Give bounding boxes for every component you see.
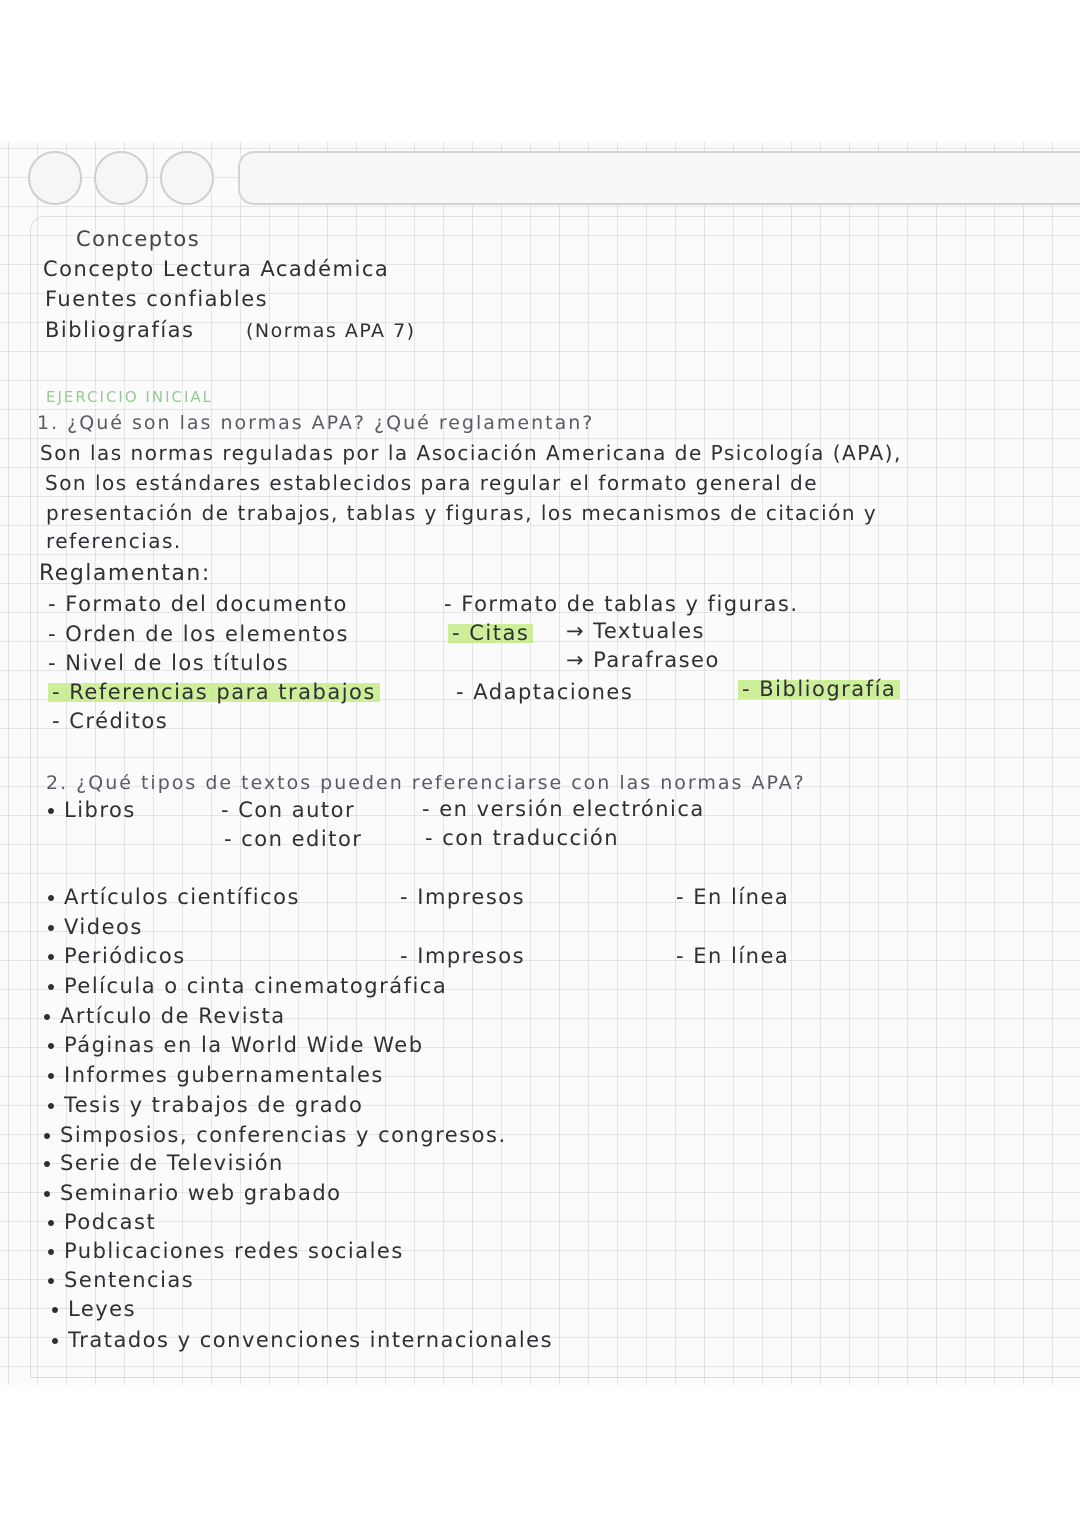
list-item-libros	[48, 797, 136, 823]
highlight: - Referencias para trabajos	[48, 680, 380, 704]
list-item	[44, 1180, 342, 1206]
bullet-icon	[48, 1043, 54, 1049]
list-item	[52, 1296, 136, 1322]
bullet-icon	[48, 954, 54, 960]
regulate-item-highlighted	[738, 676, 900, 702]
periodicos-subitem: - Impresos	[400, 944, 526, 968]
bullet-icon	[48, 984, 54, 990]
libros-subitem: - en versión electrónica	[422, 797, 705, 821]
bullet-icon	[48, 925, 54, 931]
bullet-icon	[48, 1249, 54, 1255]
header-circle-1	[28, 151, 82, 205]
regulate-item: - Créditos	[52, 709, 169, 733]
regulate-item: - Adaptaciones	[456, 680, 634, 704]
libros-subitem: - con traducción	[425, 826, 620, 850]
header-title-bar	[238, 151, 1080, 205]
question-1: 1. ¿Qué son las normas APA? ¿Qué reglamentan?	[37, 412, 595, 434]
exercise-heading: EJERCICIO INICIAL	[46, 388, 214, 406]
articulos-subitem: - Impresos	[400, 885, 526, 909]
list-item-text: Informes gubernamentales	[64, 1063, 384, 1087]
concept-item: Fuentes confiables	[45, 287, 269, 311]
bullet-icon	[44, 1133, 50, 1139]
arrow-right-icon: →	[566, 648, 586, 672]
regulate-item: - Nivel de los títulos	[48, 651, 290, 675]
list-item-text: Artículo de Revista	[60, 1004, 286, 1028]
list-item	[52, 1327, 553, 1353]
regulate-item-highlighted	[48, 679, 380, 705]
list-item	[48, 1238, 404, 1264]
arrow-right-icon: →	[566, 619, 586, 643]
list-item	[48, 1032, 424, 1058]
citas-subitem	[566, 618, 705, 644]
highlight: - Bibliografía	[738, 677, 900, 701]
articulos-label: Artículos científicos	[64, 885, 300, 909]
bullet-icon	[48, 1220, 54, 1226]
list-item-text: Podcast	[64, 1210, 157, 1234]
list-item-text: Serie de Televisión	[60, 1151, 284, 1175]
bullet-icon	[48, 808, 54, 814]
list-item	[48, 1209, 156, 1235]
articulos-subitem: - En línea	[676, 885, 790, 909]
list-item	[48, 1062, 384, 1088]
bullet-icon	[48, 1278, 54, 1284]
libros-subitem: - con editor	[224, 827, 363, 851]
list-item	[48, 1092, 363, 1118]
libros-label: Libros	[64, 798, 136, 822]
concept-item: Bibliografías	[45, 318, 195, 342]
list-item-text: Película o cinta cinematográfica	[64, 974, 448, 998]
answer-1-line: Son los estándares establecidos para regular el formato general de	[45, 471, 819, 495]
citas-subitem	[566, 647, 720, 673]
list-item-articulos	[48, 884, 300, 910]
list-item-periodicos	[48, 943, 186, 969]
bullet-icon	[48, 1073, 54, 1079]
bullet-icon	[48, 895, 54, 901]
answer-1-line: presentación de trabajos, tablas y figuras, los mecanismos de citación y	[46, 501, 878, 525]
answer-1-line: Son las normas reguladas por la Asociación Americana de Psicología (APA),	[40, 441, 902, 465]
list-item-text: Simposios, conferencias y congresos.	[60, 1123, 507, 1147]
list-item	[44, 1122, 507, 1148]
list-item-text: Páginas en la World Wide Web	[64, 1033, 424, 1057]
list-item	[44, 1150, 284, 1176]
bullet-icon	[52, 1307, 58, 1313]
concepts-title: Conceptos	[76, 227, 201, 251]
question-2: 2. ¿Qué tipos de textos pueden referenciarse con las normas APA?	[46, 772, 806, 794]
list-item	[48, 973, 447, 999]
list-item-text: Publicaciones redes sociales	[64, 1239, 404, 1263]
regulate-item: - Formato del documento	[48, 592, 348, 616]
bullet-icon	[48, 1103, 54, 1109]
periodicos-label: Periódicos	[64, 944, 186, 968]
bullet-icon	[44, 1014, 50, 1020]
list-item-text: Leyes	[68, 1297, 137, 1321]
videos-label: Videos	[64, 915, 143, 939]
bullet-icon	[44, 1191, 50, 1197]
list-item-text: Tratados y convenciones internacionales	[68, 1328, 554, 1352]
header-circle-2	[94, 151, 148, 205]
header-circle-3	[160, 151, 214, 205]
highlight: - Citas	[448, 621, 533, 645]
list-item	[48, 1267, 194, 1293]
concept-note: (Normas APA 7)	[246, 320, 416, 342]
regulate-item-highlighted	[448, 620, 533, 646]
bullet-icon	[44, 1161, 50, 1167]
concept-item: Concepto Lectura Académica	[43, 257, 390, 281]
regulate-item: - Orden de los elementos	[48, 622, 349, 646]
regulate-label: Reglamentan:	[39, 561, 211, 586]
bullet-icon	[52, 1338, 58, 1344]
regulate-item: - Formato de tablas y figuras.	[444, 592, 799, 616]
answer-1-line: referencias.	[46, 529, 182, 553]
periodicos-subitem: - En línea	[676, 944, 790, 968]
citas-textuales: Textuales	[593, 619, 705, 643]
list-item-text: Sentencias	[64, 1268, 195, 1292]
list-item-text: Tesis y trabajos de grado	[64, 1093, 364, 1117]
citas-parafraseo: Parafraseo	[593, 648, 720, 672]
list-item	[48, 914, 143, 940]
list-item-text: Seminario web grabado	[60, 1181, 342, 1205]
libros-subitem: - Con autor	[221, 798, 356, 822]
list-item	[44, 1003, 286, 1029]
